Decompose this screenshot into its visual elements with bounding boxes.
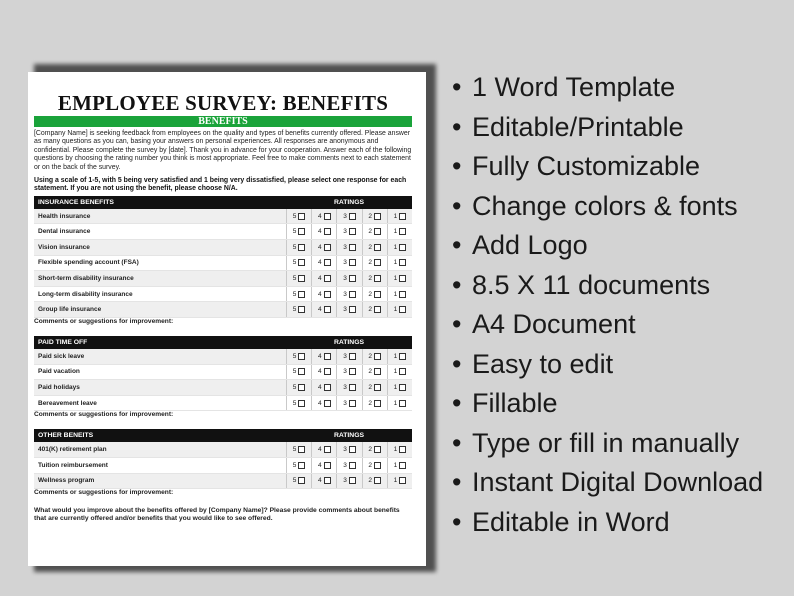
rating-option — [311, 396, 336, 411]
checkbox-icon[interactable] — [399, 384, 406, 391]
rating-number: 1 — [393, 352, 398, 360]
rating-number: 1 — [393, 243, 398, 251]
feature-text: Editable in Word — [472, 506, 670, 537]
bullet-icon: • — [452, 111, 462, 142]
rating-number: 4 — [317, 368, 322, 376]
feature-text: Fully Customizable — [472, 151, 701, 181]
feature-item — [452, 68, 763, 108]
table-row — [34, 349, 412, 364]
checkbox-icon[interactable] — [298, 384, 305, 391]
intro-paragraph: [Company Name] is seeking feedback from employees on the quality and types of benefits currently offered. Please answer as many questions as you can, basing your answers on personal experiences. All responses are anonymous and confidential. Please complete the survey by [date]. Thank you in advance for your cooperation. Answer each of the following questions by choosing the rating number you think is most appropriate. Feel free to make comments next to each statement or on the back of the survey. — [34, 130, 412, 171]
checkbox-icon[interactable] — [324, 244, 331, 251]
rating-number: 4 — [317, 399, 322, 407]
checkbox-icon[interactable] — [324, 228, 331, 235]
feature-item — [452, 187, 763, 227]
checkbox-icon[interactable] — [298, 244, 305, 251]
checkbox-icon[interactable] — [374, 462, 381, 469]
checkbox-icon[interactable] — [298, 368, 305, 375]
checkbox-icon[interactable] — [324, 462, 331, 469]
rating-option — [362, 209, 387, 224]
rating-table — [34, 429, 412, 489]
rating-option — [387, 209, 412, 224]
feature-item — [452, 503, 763, 543]
rating-number: 5 — [292, 212, 297, 220]
survey-sections — [34, 196, 412, 503]
table-row — [34, 473, 412, 489]
rating-option — [286, 474, 311, 489]
rating-number: 4 — [317, 212, 322, 220]
rating-table — [34, 336, 412, 411]
checkbox-icon[interactable] — [298, 213, 305, 220]
rating-option — [387, 224, 412, 239]
checkbox-icon[interactable] — [374, 291, 381, 298]
rating-option — [311, 271, 336, 286]
rating-number: 5 — [292, 259, 297, 267]
checkbox-icon[interactable] — [298, 259, 305, 266]
rating-option — [311, 380, 336, 395]
rating-option — [311, 209, 336, 224]
rating-option — [336, 458, 361, 473]
benefit-label: Group life insurance — [34, 302, 286, 318]
rating-number: 5 — [292, 383, 297, 391]
checkbox-icon[interactable] — [374, 384, 381, 391]
rating-number: 3 — [343, 275, 347, 283]
table-row — [34, 442, 412, 457]
rating-option — [286, 287, 311, 302]
rating-number: 2 — [368, 275, 373, 283]
checkbox-icon[interactable] — [324, 353, 331, 360]
checkbox-icon[interactable] — [374, 306, 381, 313]
rating-number: 4 — [317, 290, 322, 298]
survey-document — [28, 72, 426, 566]
checkbox-icon[interactable] — [324, 368, 331, 375]
rating-option — [336, 365, 361, 380]
rating-option — [387, 474, 412, 489]
benefit-label: Flexible spending account (FSA) — [34, 255, 286, 271]
benefit-label: Bereavement leave — [34, 395, 286, 411]
rating-option — [311, 224, 336, 239]
feature-item — [452, 345, 763, 385]
rating-number: 1 — [393, 290, 398, 298]
rating-number: 3 — [343, 399, 347, 407]
bullet-icon: • — [452, 190, 462, 221]
rating-option — [286, 240, 311, 255]
bullet-icon: • — [452, 151, 462, 181]
checkbox-icon[interactable] — [349, 275, 356, 282]
rating-number: 2 — [368, 461, 373, 469]
benefit-label: Short-term disability insurance — [34, 271, 286, 287]
rating-option — [336, 240, 361, 255]
table-row — [34, 286, 412, 302]
rating-number: 1 — [393, 383, 398, 391]
rating-number: 3 — [343, 212, 347, 220]
rating-option — [336, 209, 361, 224]
checkbox-icon[interactable] — [349, 213, 356, 220]
checkbox-icon[interactable] — [349, 477, 356, 484]
feature-text: Change colors & fonts — [472, 190, 738, 221]
checkbox-icon[interactable] — [324, 213, 331, 220]
rating-number: 3 — [343, 228, 347, 236]
rating-number: 3 — [343, 243, 347, 251]
rating-option — [387, 396, 412, 411]
rating-option — [286, 256, 311, 271]
feature-item — [452, 305, 763, 345]
checkbox-icon[interactable] — [399, 213, 406, 220]
rating-number: 3 — [343, 477, 347, 485]
rating-number: 1 — [393, 446, 398, 454]
rating-option — [286, 271, 311, 286]
rating-option — [286, 458, 311, 473]
rating-number: 5 — [292, 399, 297, 407]
benefit-label: Wellness program — [34, 473, 286, 489]
rating-number: 2 — [368, 477, 373, 485]
rating-number: 4 — [317, 243, 322, 251]
checkbox-icon[interactable] — [324, 259, 331, 266]
checkbox-icon[interactable] — [399, 291, 406, 298]
rating-number: 4 — [317, 275, 322, 283]
rating-option — [387, 349, 412, 364]
rating-number: 2 — [368, 446, 373, 454]
rating-number: 5 — [292, 446, 297, 454]
checkbox-icon[interactable] — [374, 244, 381, 251]
rating-number: 4 — [317, 306, 322, 314]
rating-number: 1 — [393, 368, 398, 376]
rating-number: 2 — [368, 228, 373, 236]
checkbox-icon[interactable] — [399, 400, 406, 407]
rating-number: 2 — [368, 352, 373, 360]
rating-number: 1 — [393, 275, 398, 283]
rating-option — [286, 396, 311, 411]
rating-option — [336, 302, 361, 317]
rating-number: 5 — [292, 352, 297, 360]
checkbox-icon[interactable] — [349, 400, 356, 407]
checkbox-icon[interactable] — [399, 228, 406, 235]
rating-option — [362, 396, 387, 411]
rating-option — [286, 302, 311, 317]
checkbox-icon[interactable] — [349, 384, 356, 391]
benefit-label: 401(K) retirement plan — [34, 442, 286, 457]
benefit-label: Paid sick leave — [34, 349, 286, 364]
rating-number: 5 — [292, 290, 297, 298]
rating-option — [362, 287, 387, 302]
rating-option — [387, 365, 412, 380]
rating-option — [387, 256, 412, 271]
rating-number: 4 — [317, 352, 322, 360]
bullet-icon: • — [452, 72, 462, 102]
checkbox-icon[interactable] — [349, 353, 356, 360]
table-row — [34, 457, 412, 473]
scale-instructions: Using a scale of 1-5, with 5 being very satisfied and 1 being very dissatisfied, please select one response for each statement. If you are not using the benefit, please choose N/A. — [34, 177, 407, 193]
rating-option — [362, 302, 387, 317]
table-row — [34, 255, 412, 271]
rating-option — [387, 240, 412, 255]
rating-number: 4 — [317, 446, 322, 454]
rating-number: 1 — [393, 477, 398, 485]
table-row — [34, 209, 412, 224]
rating-number: 1 — [393, 228, 398, 236]
rating-number: 2 — [368, 306, 373, 314]
ratings-header: RATINGS — [286, 336, 412, 349]
feature-text: 8.5 X 11 documents — [472, 269, 711, 300]
feature-text: Easy to edit — [472, 348, 614, 379]
rating-option — [311, 349, 336, 364]
feature-item — [452, 226, 763, 266]
rating-table — [34, 196, 412, 318]
rating-number: 2 — [368, 368, 373, 376]
feature-item — [452, 463, 763, 503]
rating-option — [362, 240, 387, 255]
feature-text: Editable/Printable — [472, 111, 684, 142]
rating-number: 5 — [292, 368, 297, 376]
feature-item — [452, 147, 763, 187]
checkbox-icon[interactable] — [324, 477, 331, 484]
benefit-label: Paid holidays — [34, 380, 286, 396]
checkbox-icon[interactable] — [374, 228, 381, 235]
rating-option — [336, 349, 361, 364]
section-banner: BENEFITS — [34, 116, 412, 127]
rating-option — [311, 458, 336, 473]
feature-item — [452, 384, 763, 424]
feature-item — [452, 108, 763, 148]
bullet-icon: • — [452, 467, 462, 497]
rating-option — [286, 442, 311, 457]
rating-number: 4 — [317, 461, 322, 469]
table-row — [34, 240, 412, 256]
final-question: What would you improve about the benefits offered by [Company Name]? Please provide comments about benefits that are currently offered and/or benefits that you would like to see offered. — [34, 507, 400, 523]
rating-number: 4 — [317, 383, 322, 391]
bullet-icon: • — [452, 348, 462, 379]
feature-text: 1 Word Template — [472, 72, 676, 102]
section-header: INSURANCE BENEFITS — [34, 196, 286, 209]
document-title: EMPLOYEE SURVEY: BENEFITS — [57, 91, 389, 115]
rating-option — [286, 365, 311, 380]
feature-item — [452, 266, 763, 306]
rating-option — [362, 271, 387, 286]
checkbox-icon[interactable] — [349, 259, 356, 266]
rating-option — [286, 349, 311, 364]
rating-number: 3 — [343, 259, 347, 267]
feature-list — [452, 68, 763, 542]
rating-number: 3 — [343, 290, 347, 298]
checkbox-icon[interactable] — [324, 384, 331, 391]
feature-text: Type or fill in manually — [472, 427, 740, 458]
rating-option — [387, 458, 412, 473]
table-row — [34, 302, 412, 318]
checkbox-icon[interactable] — [298, 446, 305, 453]
feature-item — [452, 424, 763, 464]
checkbox-icon[interactable] — [374, 400, 381, 407]
bullet-icon: • — [452, 269, 462, 300]
benefit-label: Long-term disability insurance — [34, 286, 286, 302]
checkbox-icon[interactable] — [298, 400, 305, 407]
rating-number: 5 — [292, 477, 297, 485]
checkbox-icon[interactable] — [298, 275, 305, 282]
rating-number: 5 — [292, 306, 297, 314]
rating-number: 3 — [343, 352, 347, 360]
rating-number: 2 — [368, 259, 373, 267]
rating-number: 4 — [317, 259, 322, 267]
rating-option — [311, 365, 336, 380]
table-row — [34, 271, 412, 287]
checkbox-icon[interactable] — [324, 306, 331, 313]
checkbox-icon[interactable] — [349, 306, 356, 313]
rating-number: 5 — [292, 228, 297, 236]
rating-number: 4 — [317, 477, 322, 485]
rating-option — [387, 287, 412, 302]
rating-option — [311, 302, 336, 317]
rating-option — [336, 396, 361, 411]
checkbox-icon[interactable] — [399, 353, 406, 360]
comments-label: Comments or suggestions for improvement: — [34, 318, 174, 325]
table-row — [34, 224, 412, 240]
checkbox-icon[interactable] — [399, 368, 406, 375]
checkbox-icon[interactable] — [374, 259, 381, 266]
rating-option — [286, 209, 311, 224]
rating-option — [311, 240, 336, 255]
feature-text: Add Logo — [472, 230, 588, 260]
rating-option — [336, 271, 361, 286]
rating-option — [362, 442, 387, 457]
table-row — [34, 380, 412, 396]
rating-number: 2 — [368, 399, 373, 407]
checkbox-icon[interactable] — [374, 213, 381, 220]
rating-option — [311, 287, 336, 302]
checkbox-icon[interactable] — [399, 259, 406, 266]
bullet-icon: • — [452, 230, 462, 260]
rating-number: 1 — [393, 306, 398, 314]
checkbox-icon[interactable] — [399, 477, 406, 484]
rating-option — [336, 224, 361, 239]
rating-number: 1 — [393, 212, 398, 220]
rating-number: 1 — [393, 399, 398, 407]
checkbox-icon[interactable] — [298, 477, 305, 484]
checkbox-icon[interactable] — [349, 446, 356, 453]
benefit-label: Health insurance — [34, 209, 286, 224]
rating-option — [362, 224, 387, 239]
bullet-icon: • — [452, 309, 462, 339]
feature-text: Instant Digital Download — [472, 467, 764, 497]
checkbox-icon[interactable] — [374, 446, 381, 453]
checkbox-icon[interactable] — [399, 446, 406, 453]
rating-option — [311, 442, 336, 457]
checkbox-icon[interactable] — [324, 275, 331, 282]
rating-option — [336, 287, 361, 302]
checkbox-icon[interactable] — [349, 244, 356, 251]
checkbox-icon[interactable] — [324, 291, 331, 298]
benefit-label: Dental insurance — [34, 224, 286, 240]
rating-number: 2 — [368, 290, 373, 298]
rating-number: 1 — [393, 259, 398, 267]
comments-label: Comments or suggestions for improvement: — [34, 489, 174, 497]
rating-number: 5 — [292, 275, 297, 283]
checkbox-icon[interactable] — [374, 353, 381, 360]
checkbox-icon[interactable] — [298, 228, 305, 235]
benefit-label: Paid vacation — [34, 364, 286, 380]
rating-option — [362, 349, 387, 364]
section-header: PAID TIME OFF — [34, 336, 286, 349]
rating-option — [311, 474, 336, 489]
rating-number: 5 — [292, 243, 297, 251]
comments-label: Comments or suggestions for improvement: — [34, 411, 174, 419]
checkbox-icon[interactable] — [298, 462, 305, 469]
ratings-header: RATINGS — [286, 196, 412, 209]
rating-option — [387, 380, 412, 395]
rating-option — [362, 256, 387, 271]
rating-option — [387, 302, 412, 317]
rating-option — [387, 271, 412, 286]
feature-text: Fillable — [472, 388, 558, 418]
checkbox-icon[interactable] — [298, 291, 305, 298]
rating-number: 3 — [343, 368, 347, 376]
checkbox-icon[interactable] — [374, 275, 381, 282]
rating-number: 3 — [343, 461, 347, 469]
rating-number: 3 — [343, 383, 347, 391]
benefit-label: Tuition reimbursement — [34, 457, 286, 473]
rating-number: 2 — [368, 212, 373, 220]
checkbox-icon[interactable] — [324, 400, 331, 407]
rating-option — [362, 474, 387, 489]
checkbox-icon[interactable] — [399, 244, 406, 251]
checkbox-icon[interactable] — [399, 462, 406, 469]
checkbox-icon[interactable] — [349, 462, 356, 469]
rating-option — [286, 380, 311, 395]
rating-option — [336, 442, 361, 457]
checkbox-icon[interactable] — [298, 306, 305, 313]
rating-number: 2 — [368, 383, 373, 391]
ratings-header: RATINGS — [286, 429, 412, 442]
rating-option — [336, 474, 361, 489]
checkbox-icon[interactable] — [399, 275, 406, 282]
checkbox-icon[interactable] — [298, 353, 305, 360]
section-header: OTHER BENEITS — [34, 429, 286, 442]
bullet-icon: • — [452, 427, 462, 458]
rating-number: 5 — [292, 461, 297, 469]
bullet-icon: • — [452, 388, 462, 418]
rating-number: 2 — [368, 243, 373, 251]
rating-number: 3 — [343, 446, 347, 454]
rating-number: 4 — [317, 228, 322, 236]
checkbox-icon[interactable] — [374, 477, 381, 484]
benefit-label: Vision insurance — [34, 240, 286, 256]
checkbox-icon[interactable] — [374, 368, 381, 375]
rating-number: 3 — [343, 306, 347, 314]
rating-option — [311, 256, 336, 271]
rating-option — [387, 442, 412, 457]
checkbox-icon[interactable] — [324, 446, 331, 453]
feature-text: A4 Document — [472, 309, 636, 339]
checkbox-icon[interactable] — [349, 368, 356, 375]
rating-option — [336, 380, 361, 395]
bullet-icon: • — [452, 506, 462, 537]
rating-option — [362, 380, 387, 395]
checkbox-icon[interactable] — [349, 228, 356, 235]
rating-option — [362, 365, 387, 380]
rating-number: 1 — [393, 461, 398, 469]
table-row — [34, 364, 412, 380]
rating-option — [362, 458, 387, 473]
rating-option — [336, 256, 361, 271]
rating-option — [286, 224, 311, 239]
checkbox-icon[interactable] — [349, 291, 356, 298]
checkbox-icon[interactable] — [399, 306, 406, 313]
table-row — [34, 395, 412, 411]
